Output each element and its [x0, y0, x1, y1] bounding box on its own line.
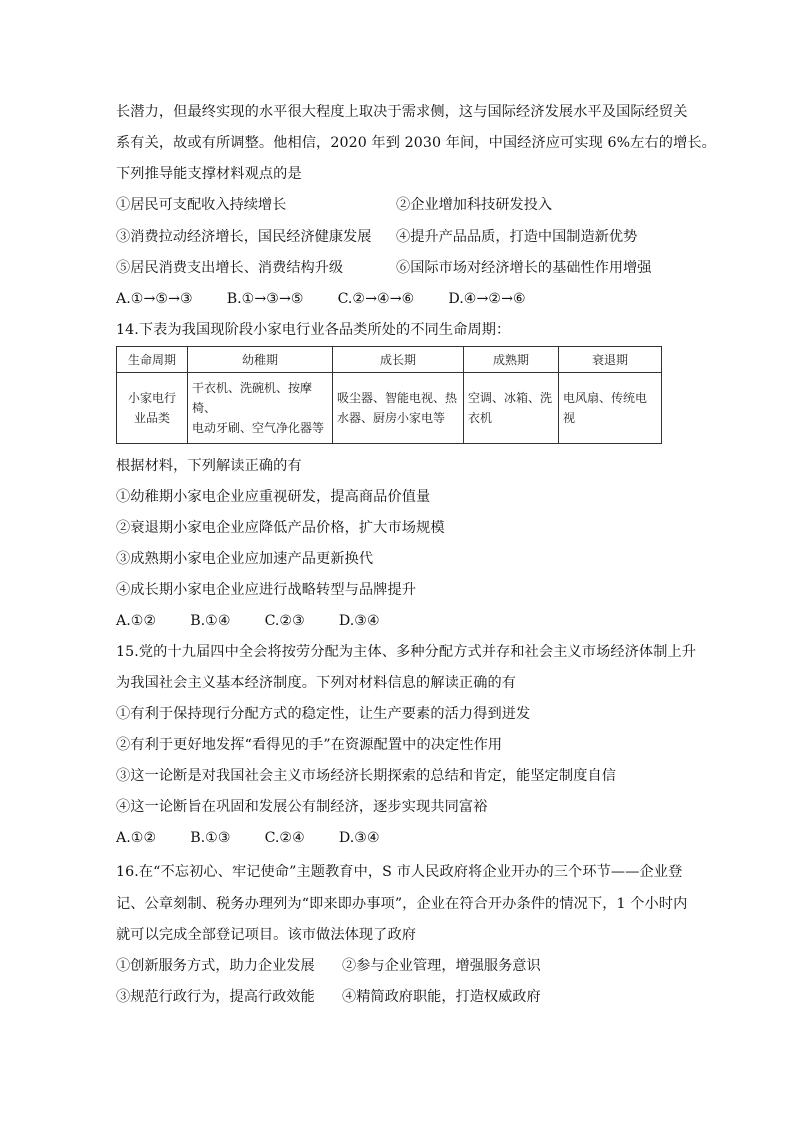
q13-option-6: ⑥国际市场对经济增长的基础性作用增强 — [396, 260, 652, 276]
q13-option-2: ②企业增加科技研发投入 — [396, 197, 553, 213]
question-15-stem-line-2: 为我国社会主义基本经济制度。下列对材料信息的解读正确的有 — [116, 675, 517, 691]
q13-option-3: ③消费拉动经济增长，国民经济健康发展 — [116, 229, 372, 245]
q16-option-row-2 — [116, 987, 541, 1007]
question-16-stem-line-3: 就可以完成全部登记项目。该市做法体现了政府 — [116, 927, 417, 943]
cell-line: 水器、厨房小家电等 — [337, 411, 446, 425]
passage-line-2: 系有关，故或有所调整。他相信，2020 年到 2030 年间，中国经济应可实现 6%左右的增长。 — [116, 135, 716, 151]
q14-choice-c: C.②③ — [264, 613, 305, 629]
q16-option-row-1 — [116, 956, 541, 976]
q13-choice-c: C.②→④→⑥ — [337, 291, 415, 307]
table-row-label — [117, 373, 188, 444]
q14-answer-choices — [116, 611, 380, 631]
cell-line: 吸尘器、智能电视、热 — [337, 391, 458, 405]
passage-line-1: 长潜力，但最终实现的水平很大程度上取决于需求侧，这与国际经济发展水平及国际经贸关 — [116, 104, 688, 120]
cell-line: 电风扇、传统电视 — [563, 391, 648, 425]
row-label-line: 小家电行 — [127, 391, 176, 405]
question-16-stem-line-2: 记、公章刻制、税务办理列为“即来即办事项”，企业在符合开办条件的情况下，1 个小时内 — [116, 896, 688, 912]
q16-option-1: ①创新服务方式，助力企业发展 — [116, 958, 315, 974]
q14-option-1: ①幼稚期小家电企业应重视研发，提高商品价值量 — [116, 489, 431, 505]
q14-option-3: ③成熟期小家电企业应加速产品更新换代 — [116, 551, 374, 567]
question-14-prompt: 根据材料，下列解读正确的有 — [116, 458, 302, 474]
table-header-row — [117, 347, 662, 373]
q13-option-4: ④提升产品品质，打造中国制造新优势 — [396, 229, 638, 245]
cell-line: 干衣机、洗碗机、按摩椅、 — [192, 381, 313, 415]
q15-choice-b: B.①③ — [190, 830, 231, 846]
q13-choice-a: A.①→⑤→③ — [116, 291, 193, 307]
q15-choice-d: D.③④ — [338, 830, 380, 846]
q15-answer-choices — [116, 828, 380, 848]
cell-line: 电动牙刷、空气净化器等 — [192, 421, 325, 435]
table-header-cell: 成熟期 — [464, 347, 559, 373]
lifecycle-table — [116, 346, 662, 444]
q13-option-row-2 — [116, 227, 637, 247]
q15-option-1: ①有利于保持现行分配方式的稳定性，让生产要素的活力得到迸发 — [116, 706, 531, 722]
q14-option-2: ②衰退期小家电企业应降低产品价格，扩大市场规模 — [116, 520, 445, 536]
table-row — [117, 373, 662, 444]
table-header-cell: 成长期 — [333, 347, 464, 373]
q15-option-2: ②有利于更好地发挥“看得见的手”在资源配置中的决定性作用 — [116, 737, 503, 753]
q15-option-3: ③这一论断是对我国社会主义市场经济长期探索的总结和肯定，能坚定制度自信 — [116, 768, 617, 784]
q14-option-4: ④成长期小家电企业应进行战略转型与品牌提升 — [116, 582, 417, 598]
table-header-cell: 幼稚期 — [188, 347, 333, 373]
table-header-cell: 衰退期 — [559, 347, 662, 373]
q13-option-row-3 — [116, 258, 651, 278]
table-cell-mature — [464, 373, 559, 444]
question-15-stem-line-1: 15.党的十九届四中全会将按劳分配为主体、多种分配方式并存和社会主义市场经济体制上升 — [116, 644, 697, 660]
table-header-cell: 生命周期 — [117, 347, 188, 373]
question-14-stem: 14.下表为我国现阶段小家电行业各品类所处的不同生命周期： — [116, 322, 511, 338]
cell-line: 空调、冰箱、洗 — [468, 391, 553, 405]
q16-option-2: ②参与企业管理，增强服务意识 — [342, 958, 541, 974]
q13-option-5: ⑤居民消费支出增长、消费结构升级 — [116, 260, 344, 276]
q14-choice-b: B.①④ — [190, 613, 231, 629]
table-cell-infant — [188, 373, 333, 444]
q16-option-4: ④精简政府职能，打造权威政府 — [342, 989, 541, 1005]
q16-option-3: ③规范行政行为，提高行政效能 — [116, 989, 315, 1005]
row-label-line: 业品类 — [133, 411, 170, 425]
q13-choice-b: B.①→③→⑤ — [226, 291, 304, 307]
question-16-stem-line-1: 16.在“不忘初心、牢记使命”主题教育中，S 市人民政府将企业开办的三个环节——企业登 — [116, 864, 683, 880]
table-cell-growth — [333, 373, 464, 444]
cell-line: 衣机 — [468, 411, 493, 425]
q15-choice-c: C.②④ — [264, 830, 305, 846]
q13-option-1: ①居民可支配收入持续增长 — [116, 197, 287, 213]
table-cell-decline — [559, 373, 662, 444]
q15-option-4: ④这一论断旨在巩固和发展公有制经济，逐步实现共同富裕 — [116, 799, 488, 815]
q15-choice-a: A.①② — [116, 830, 157, 846]
q14-choice-d: D.③④ — [338, 613, 380, 629]
q13-answer-choices — [116, 289, 526, 309]
q13-choice-d: D.④→②→⑥ — [448, 291, 526, 307]
question-13-prompt: 下列推导能支撑材料观点的是 — [116, 166, 302, 182]
q13-option-row-1 — [116, 195, 552, 215]
q14-choice-a: A.①② — [116, 613, 157, 629]
